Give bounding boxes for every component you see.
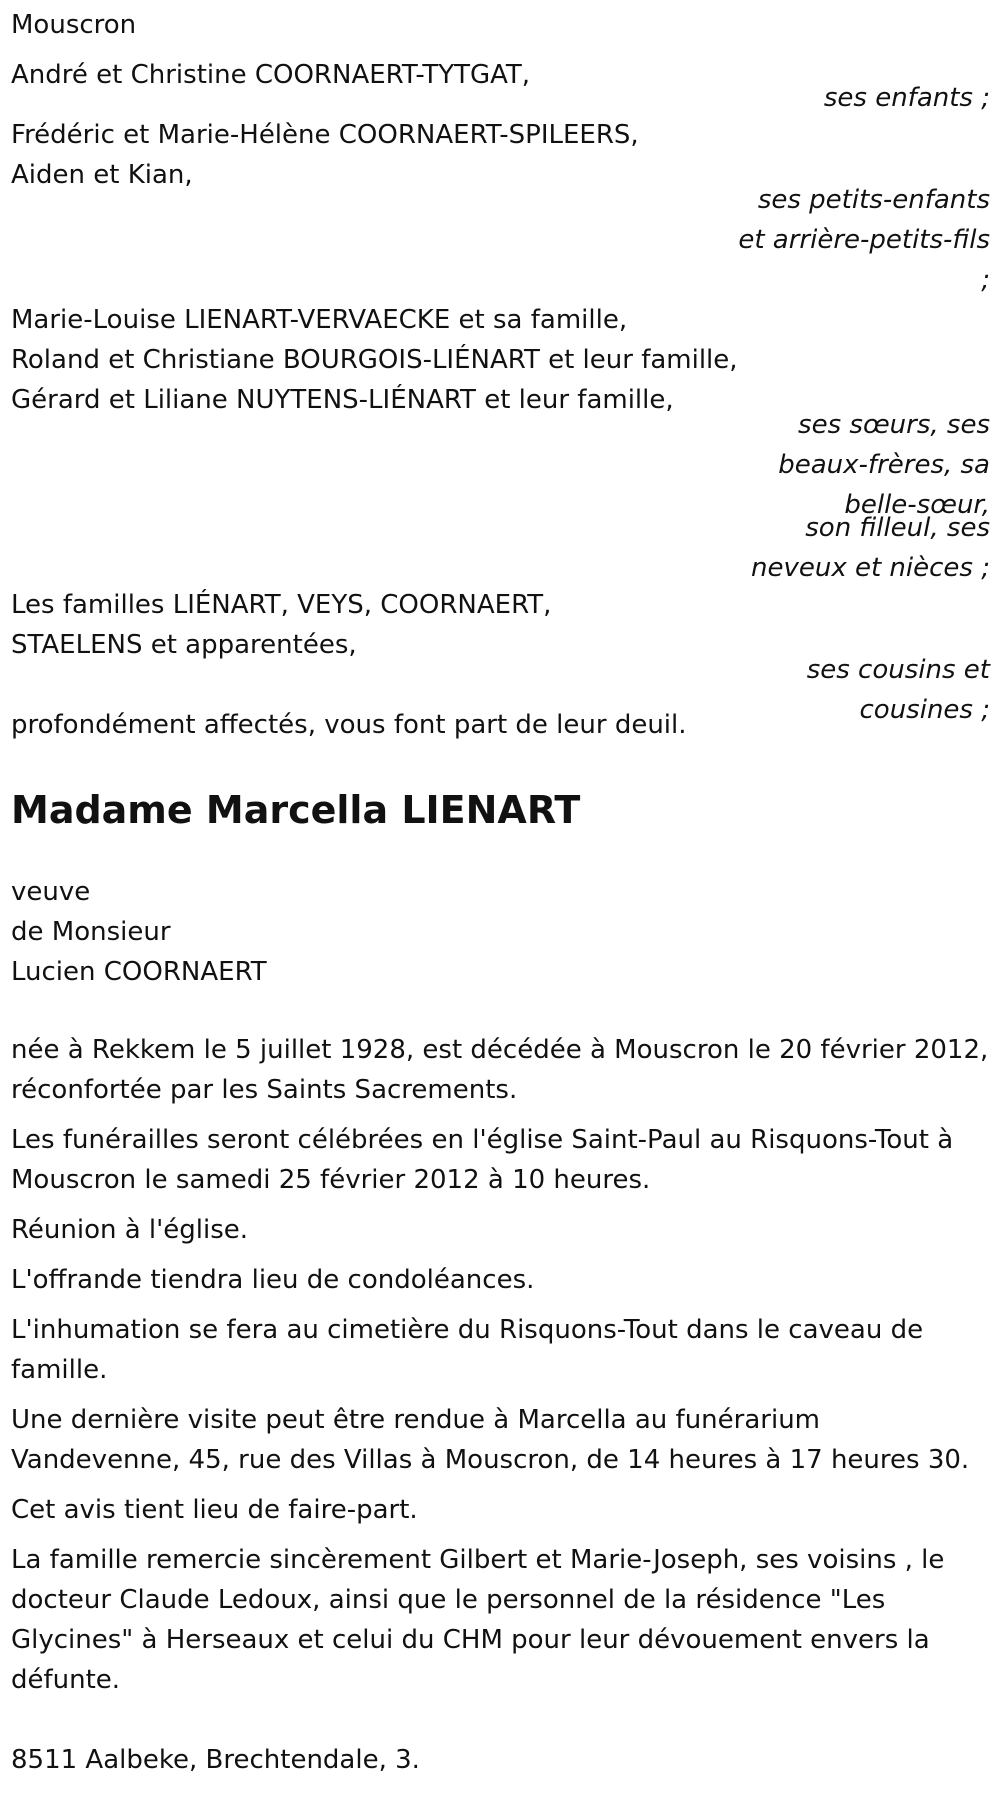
- cousins-names-line-1: Les familles LIÉNART, VEYS, COORNAERT,: [11, 590, 552, 620]
- status-line-2: de Monsieur: [11, 917, 171, 947]
- status-line-3: Lucien COORNAERT: [11, 957, 267, 987]
- meeting-line: Réunion à l'église.: [11, 1215, 249, 1245]
- grandchildren-role-line-2: et arrière-petits-fils: [738, 225, 990, 255]
- burial-line-2: famille.: [11, 1355, 108, 1385]
- address-line: 8511 Aalbeke, Brechtendale, 3.: [11, 1745, 420, 1775]
- grandchildren-names-line-1: Frédéric et Marie-Hélène COORNAERT-SPILEERS,: [11, 120, 639, 150]
- cousins-names-line-2: STAELENS et apparentées,: [11, 630, 357, 660]
- notice-line: Cet avis tient lieu de faire-part.: [11, 1495, 418, 1525]
- thanks-line-2: docteur Claude Ledoux, ainsi que le personnel de la résidence "Les: [11, 1585, 886, 1615]
- grandchildren-role-line-3: ;: [981, 265, 990, 295]
- status-line-1: veuve: [11, 877, 91, 907]
- birth-death-line-1: née à Rekkem le 5 juillet 1928, est décédée à Mouscron le 20 février 2012,: [11, 1035, 989, 1065]
- thanks-line-4: défunte.: [11, 1665, 121, 1695]
- offering-line: L'offrande tiendra lieu de condoléances.: [11, 1265, 535, 1295]
- siblings-names-line-2: Roland et Christiane BOURGOIS-LIÉNART et leur famille,: [11, 345, 738, 375]
- visit-line-1: Une dernière visite peut être rendue à Marcella au funérarium: [11, 1405, 820, 1435]
- siblings-names-line-3: Gérard et Liliane NUYTENS-LIÉNART et leur famille,: [11, 385, 674, 415]
- children-role: ses enfants ;: [823, 83, 990, 113]
- cousins-role-line-1: ses cousins et: [806, 655, 990, 685]
- siblings-role-line-3: belle-sœur,: [844, 490, 990, 520]
- grandchildren-names-line-2: Aiden et Kian,: [11, 160, 193, 190]
- thanks-line-1: La famille remercie sincèrement Gilbert et Marie-Joseph, ses voisins , le: [11, 1545, 945, 1575]
- town-line: Mouscron: [11, 10, 137, 40]
- funeral-line-2: Mouscron le samedi 25 février 2012 à 10 heures.: [11, 1165, 651, 1195]
- siblings-role-line-1: ses sœurs, ses: [798, 410, 990, 440]
- siblings-role-line-2: beaux-frères, sa: [778, 450, 990, 480]
- funeral-line-1: Les funérailles seront célébrées en l'église Saint-Paul au Risquons-Tout à: [11, 1125, 954, 1155]
- siblings-names-line-1: Marie-Louise LIENART-VERVAECKE et sa famille,: [11, 305, 628, 335]
- visit-line-2: Vandevenne, 45, rue des Villas à Mouscron, de 14 heures à 17 heures 30.: [11, 1445, 970, 1475]
- grandchildren-role-line-1: ses petits-enfants: [757, 185, 990, 215]
- burial-line-1: L'inhumation se fera au cimetière du Risquons-Tout dans le caveau de: [11, 1315, 924, 1345]
- children-names: André et Christine COORNAERT-TYTGAT,: [11, 60, 531, 90]
- announcement-line: profondément affectés, vous font part de leur deuil.: [11, 710, 687, 740]
- thanks-line-3: Glycines" à Herseaux et celui du CHM pour leur dévouement envers la: [11, 1625, 930, 1655]
- siblings-role-line-4: son filleul, ses: [805, 513, 990, 543]
- cousins-role-line-2: cousines ;: [859, 695, 990, 725]
- birth-death-line-2: réconfortée par les Saints Sacrements.: [11, 1075, 518, 1105]
- siblings-role-line-5: neveux et nièces ;: [750, 553, 990, 583]
- deceased-name: Madame Marcella LIENART: [11, 788, 581, 832]
